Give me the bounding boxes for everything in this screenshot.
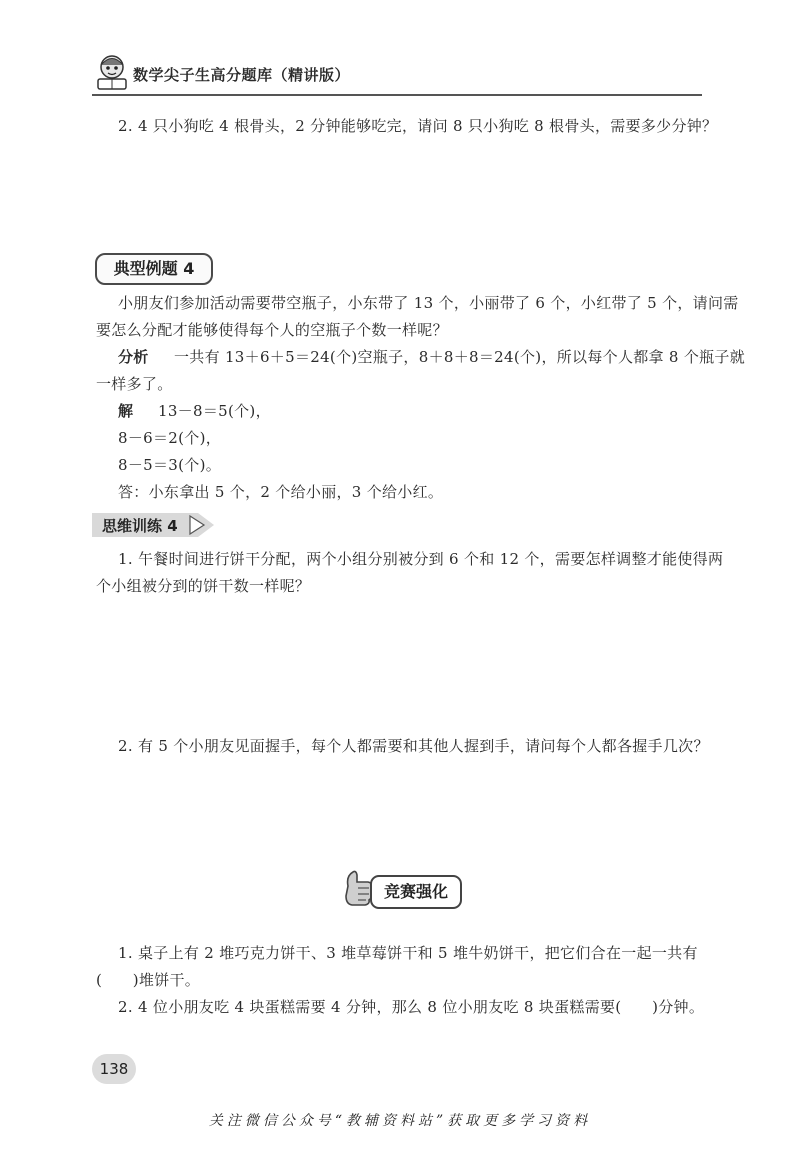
answer-line: 答：小东拿出 5 个，2 个给小丽，3 个给小红。 <box>118 483 444 501</box>
example-heading: 典型例题 4 <box>113 259 195 278</box>
training-heading: 思维训练 4 <box>102 517 178 535</box>
solution-line-2: 8－6＝2(个)， <box>118 429 222 447</box>
competition-q1-line-1: 1. 桌子上有 2 堆巧克力饼干、3 堆草莓饼干和 5 堆牛奶饼干，把它们合在一起一共有 <box>118 944 698 962</box>
example-problem-line-1: 小朋友们参加活动需要带空瓶子，小东带了 13 个，小丽带了 6 个，小红带了 5 个，请问需 <box>118 294 739 312</box>
solution-line-1: 13－8＝5(个)， <box>158 402 271 420</box>
solution-line-3: 8－5＝3(个)。 <box>118 456 222 474</box>
example-problem-line-2: 要怎么分配才能够使得每个人的空瓶子个数一样呢？ <box>96 321 448 339</box>
competition-q2: 2. 4 位小朋友吃 4 块蛋糕需要 4 分钟，那么 8 位小朋友吃 8 块蛋糕需要( )分钟。 <box>118 998 705 1016</box>
question-2: 2. 4 只小狗吃 4 根骨头，2 分钟能够吃完，请问 8 只小狗吃 8 根骨头，需要多少分钟？ <box>118 117 718 135</box>
page-number: 138 <box>92 1054 136 1084</box>
footer-note: 关注微信公众号“教辅资料站”获取更多学习资料 <box>208 1113 592 1129</box>
training-q2: 2. 有 5 个小朋友见面握手，每个人都需要和其他人握到手，请问每个人都各握手几次？ <box>118 737 709 755</box>
analysis-line-1: 一共有 13＋6＋5＝24(个)空瓶子，8＋8＋8＝24(个)，所以每个人都拿 8 个瓶子就 <box>174 348 746 366</box>
training-q1-line-2: 个小组被分到的饼干数一样呢？ <box>96 577 311 595</box>
book-title: 数学尖子生高分题库（精讲版） <box>133 66 351 84</box>
training-q1-line-1: 1. 午餐时间进行饼干分配，两个小组分别被分到 6 个和 12 个，需要怎样调整才能使得两 <box>118 550 724 568</box>
solution-label: 解 <box>118 402 134 420</box>
example-heading-box <box>95 253 213 285</box>
analysis-line-2: 一样多了。 <box>96 375 173 393</box>
competition-heading-box <box>370 875 462 909</box>
competition-q1-line-2: ( )堆饼干。 <box>96 971 201 989</box>
cartoon-mascot-icon <box>92 52 132 92</box>
competition-heading: 竞赛强化 <box>383 882 448 901</box>
analysis-label: 分析 <box>118 348 149 366</box>
header-divider <box>92 94 702 96</box>
